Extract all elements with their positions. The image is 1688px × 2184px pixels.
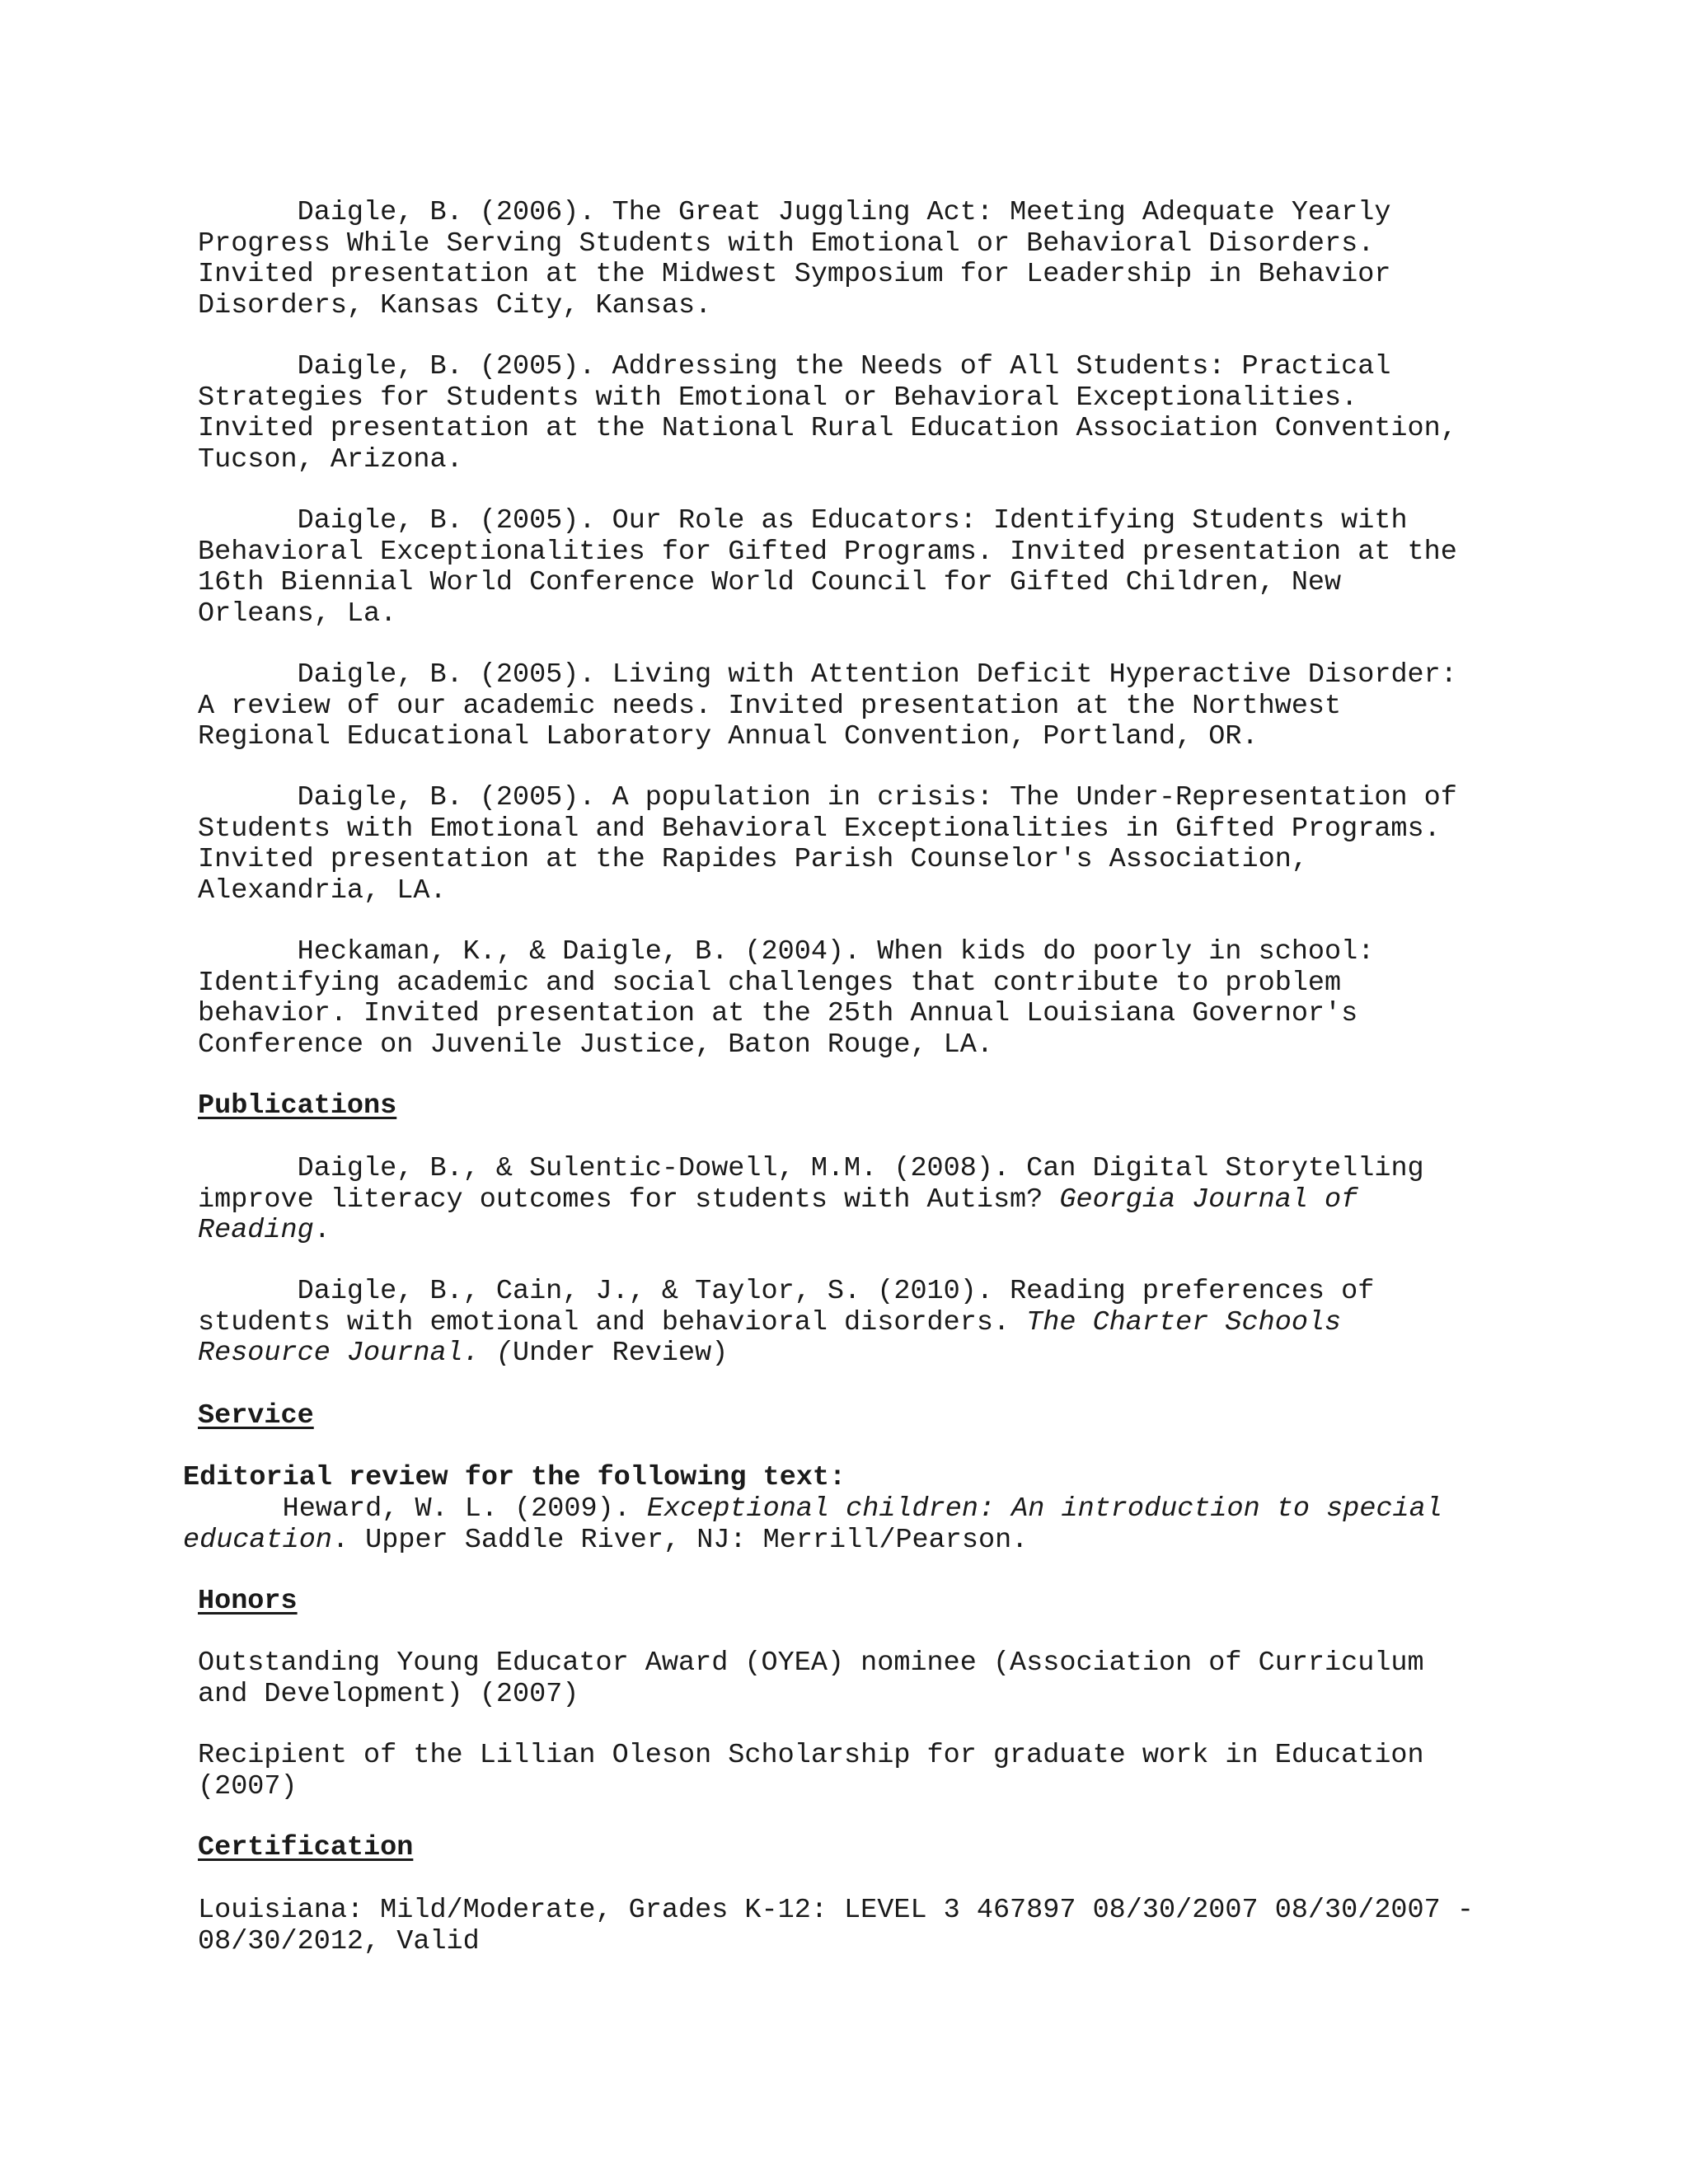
honor-entry xyxy=(198,1648,1484,1710)
entry-line: Outstanding Young Educator Award (OYEA) nominee (Association of Curriculum xyxy=(198,1647,1424,1679)
entry-line: Daigle, B. (2005). Living with Attention Deficit Hyperactive Disorder: xyxy=(198,659,1457,691)
entry-line: 16th Biennial World Conference World Council for Gifted Children, New xyxy=(198,567,1342,598)
entry-line: Daigle, B. (2005). A population in crisis: The Under-Representation of xyxy=(198,782,1457,813)
journal-title: Reading xyxy=(198,1215,314,1246)
publications-heading: Publications xyxy=(198,1090,397,1122)
entry-line: Alexandria, LA. xyxy=(198,874,447,907)
entry-line: Conference on Juvenile Justice, Baton Rouge, LA. xyxy=(198,1029,993,1061)
entry-line: behavior. Invited presentation at the 25th Annual Louisiana Governor's xyxy=(198,998,1358,1029)
certification-entry xyxy=(198,1896,1484,1957)
honors-heading: Honors xyxy=(198,1586,298,1617)
honor-entry xyxy=(198,1741,1484,1802)
entry-text: . xyxy=(313,1215,331,1246)
service-heading: Service xyxy=(198,1400,314,1432)
presentation-entry xyxy=(198,198,1484,321)
journal-title: The Charter Schools xyxy=(1026,1306,1342,1338)
presentation-entry xyxy=(198,506,1484,630)
editorial-review-subheading: Editorial review for the following text: xyxy=(183,1462,846,1493)
publication-entry xyxy=(198,1154,1484,1247)
entry-line: and Development) (2007) xyxy=(198,1678,579,1710)
book-title: Exceptional children: An introduction to special xyxy=(646,1493,1442,1525)
entry-line: Invited presentation at the Rapides Parish Counselor's Association, xyxy=(198,844,1308,875)
entry-line: 08/30/2012, Valid xyxy=(198,1925,480,1957)
entry-line: Orleans, La. xyxy=(198,598,397,630)
entry-line: Recipient of the Lillian Oleson Scholarship for graduate work in Education xyxy=(198,1740,1424,1771)
entry-line: Disorders, Kansas City, Kansas. xyxy=(198,289,712,321)
entry-line: Daigle, B., & Sulentic-Dowell, M.M. (2008). Can Digital Storytelling xyxy=(198,1153,1424,1184)
entry-text: Under Review) xyxy=(512,1338,729,1369)
entry-line: Invited presentation at the National Rural Education Association Convention, xyxy=(198,413,1457,444)
entry-text: Heward, W. L. (2009). xyxy=(183,1493,647,1525)
entry-text: improve literacy outcomes for students with Autism? xyxy=(198,1183,1060,1216)
entry-line: Heckaman, K., & Daigle, B. (2004). When kids do poorly in school: xyxy=(198,936,1375,968)
journal-title: Georgia Journal of xyxy=(1059,1183,1358,1216)
presentation-entry xyxy=(198,352,1484,476)
presentation-entry xyxy=(198,937,1484,1061)
entry-line: Regional Educational Laboratory Annual Convention, Portland, OR. xyxy=(198,721,1259,752)
journal-title: Resource Journal. ( xyxy=(198,1338,513,1369)
entry-line: Daigle, B., Cain, J., & Taylor, S. (2010). Reading preferences of xyxy=(198,1276,1375,1307)
book-title: education xyxy=(183,1524,332,1556)
entry-line: Tucson, Arizona. xyxy=(198,443,463,476)
entry-text: . Upper Saddle River, NJ: Merrill/Pearson. xyxy=(331,1524,1029,1556)
entry-line: Identifying academic and social challenges that contribute to problem xyxy=(198,967,1342,999)
certification-heading: Certification xyxy=(198,1832,414,1863)
entry-text: students with emotional and behavioral disorders. xyxy=(198,1306,1027,1338)
editorial-review-entry xyxy=(183,1494,1502,1556)
entry-line: Daigle, B. (2006). The Great Juggling Act: Meeting Adequate Yearly xyxy=(198,197,1391,228)
entry-line: Strategies for Students with Emotional or Behavioral Exceptionalities. xyxy=(198,382,1358,414)
entry-line: Louisiana: Mild/Moderate, Grades K-12: LEVEL 3 467897 08/30/2007 08/30/2007 - xyxy=(198,1895,1474,1926)
entry-line: Behavioral Exceptionalities for Gifted Programs. Invited presentation at the xyxy=(198,536,1457,568)
publication-entry xyxy=(198,1277,1484,1370)
entry-line: Progress While Serving Students with Emotional or Behavioral Disorders. xyxy=(198,227,1375,260)
entry-line: (2007) xyxy=(198,1770,298,1802)
entry-line: Students with Emotional and Behavioral Exceptionalities in Gifted Programs. xyxy=(198,813,1441,845)
entry-line: Daigle, B. (2005). Addressing the Needs of All Students: Practical xyxy=(198,351,1391,382)
entry-line: Invited presentation at the Midwest Symposium for Leadership in Behavior xyxy=(198,259,1391,290)
entry-line: A review of our academic needs. Invited presentation at the Northwest xyxy=(198,690,1342,722)
presentation-entry xyxy=(198,660,1484,753)
entry-line: Daigle, B. (2005). Our Role as Educators: Identifying Students with xyxy=(198,505,1408,537)
presentation-entry xyxy=(198,783,1484,907)
